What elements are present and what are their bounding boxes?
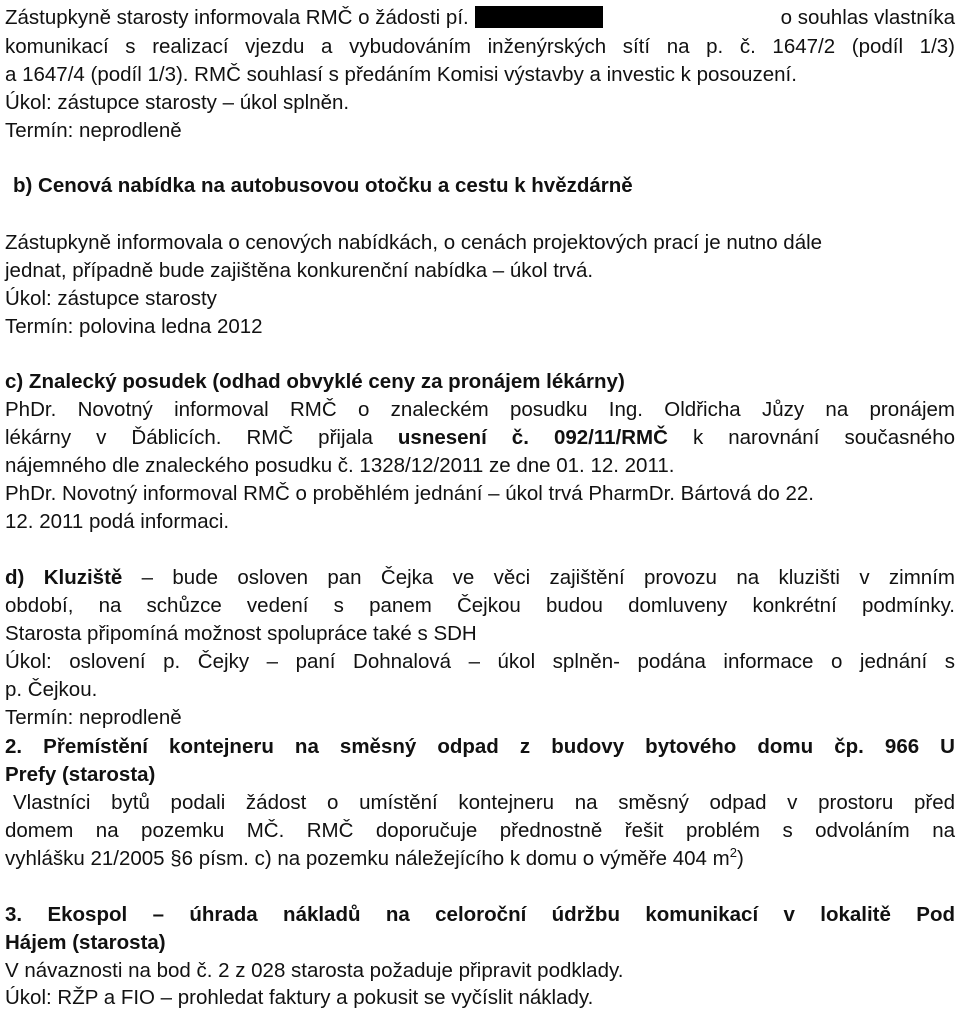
intro-text-1b: o souhlas vlastníka — [780, 6, 955, 29]
section-c-line-2 — [5, 424, 955, 452]
item-2-line-1: Vlastníci bytů podali žádost o umístění kontejneru na směsný odpad v prostoru před — [13, 791, 955, 814]
section-b-line-1: Zástupkyně informovala o cenových nabídkách, o cenách projektových prací je nutno dále — [5, 231, 823, 254]
resolution-number: usnesení č. 092/11/RMČ — [397, 426, 668, 449]
intro-task: Úkol: zástupce starosty – úkol splněn. — [5, 91, 350, 114]
redacted-name — [475, 6, 603, 28]
item-2-text-3: vyhlášku 21/2005 §6 písm. c) na pozemku náležejícího k domu o výměře 404 m — [5, 847, 730, 870]
intro-line-2: komunikací s realizací vjezdu a vybudováním inženýrských sítí na p. č. 1647/2 (podíl 1/3) — [5, 35, 955, 58]
intro-deadline: Termín: neprodleně — [5, 119, 182, 142]
section-d-line-3: Starosta připomíná možnost spolupráce také s SDH — [5, 622, 477, 645]
section-c-line-4: PhDr. Novotný informoval RMČ o proběhlém jednání – úkol trvá PharmDr. Bártová do 22. — [5, 482, 814, 505]
item-2-text-3-end: ) — [736, 847, 744, 870]
item-2-line-2: domem na pozemku MČ. RMČ doporučuje přednostně řešit problém s odvoláním na — [5, 819, 955, 842]
item-3-heading-line-1: 3. Ekospol – úhrada nákladů na celoroční údržbu komunikací v lokalitě Pod — [5, 903, 955, 926]
intro-text-1a: Zástupkyně starosty informovala RMČ o žádosti pí. — [5, 6, 469, 29]
section-b-deadline: Termín: polovina ledna 2012 — [5, 315, 263, 338]
item-2-heading-line-2: Prefy (starosta) — [5, 763, 156, 786]
section-c-text-2c: k narovnání současného — [667, 426, 956, 449]
section-b-heading: b) Cenová nabídka na autobusovou otočku a cestu k hvězdárně — [13, 174, 633, 197]
section-c-line-5: 12. 2011 podá informaci. — [5, 510, 230, 533]
item-2-line-3 — [5, 845, 955, 873]
item-3-heading-line-2: Hájem (starosta) — [5, 931, 166, 954]
area-unit-exponent: 2 — [729, 845, 737, 860]
section-d-heading: d) Kluziště — [5, 566, 123, 589]
item-2-heading-line-1: 2. Přemístění kontejneru na směsný odpad z budovy bytového domu čp. 966 U — [5, 735, 955, 758]
item-3-line-1: V návaznosti na bod č. 2 z 028 starosta požaduje připravit podklady. — [5, 959, 624, 982]
section-c-heading: c) Znalecký posudek (odhad obvyklé ceny za pronájem lékárny) — [5, 370, 625, 393]
section-d-line-2: období, na schůzce vedení s panem Čejkou budou domluveny konkrétní podmínky. — [5, 594, 955, 617]
section-d-line-1 — [5, 564, 955, 592]
intro-line-3: a 1647/4 (podíl 1/3). RMČ souhlasí s předáním Komisi výstavby a investic k posouzení. — [5, 63, 797, 86]
section-d-line-5: p. Čejkou. — [5, 678, 98, 701]
section-b-line-2: jednat, případně bude zajištěna konkurenční nabídka – úkol trvá. — [5, 259, 594, 282]
section-c-line-1: PhDr. Novotný informoval RMČ o znaleckém posudku Ing. Oldřicha Jůzy na pronájem — [5, 398, 955, 421]
section-d-deadline: Termín: neprodleně — [5, 706, 182, 729]
section-c-line-3: nájemného dle znaleckého posudku č. 1328/12/2011 ze dne 01. 12. 2011. — [5, 454, 675, 477]
section-d-task: Úkol: oslovení p. Čejky – paní Dohnalová – úkol splněn- podána informace o jednání s — [5, 650, 955, 673]
section-b-task: Úkol: zástupce starosty — [5, 287, 217, 310]
section-c-text-2a: lékárny v Ďáblicích. RMČ přijala — [5, 426, 398, 449]
intro-line-1 — [5, 4, 955, 32]
section-d-text-1: – bude osloven pan Čejka ve věci zajištění provozu na kluzišti v zimním — [122, 566, 955, 589]
item-3-task: Úkol: RŽP a FIO – prohledat faktury a pokusit se vyčíslit náklady. — [5, 986, 594, 1009]
